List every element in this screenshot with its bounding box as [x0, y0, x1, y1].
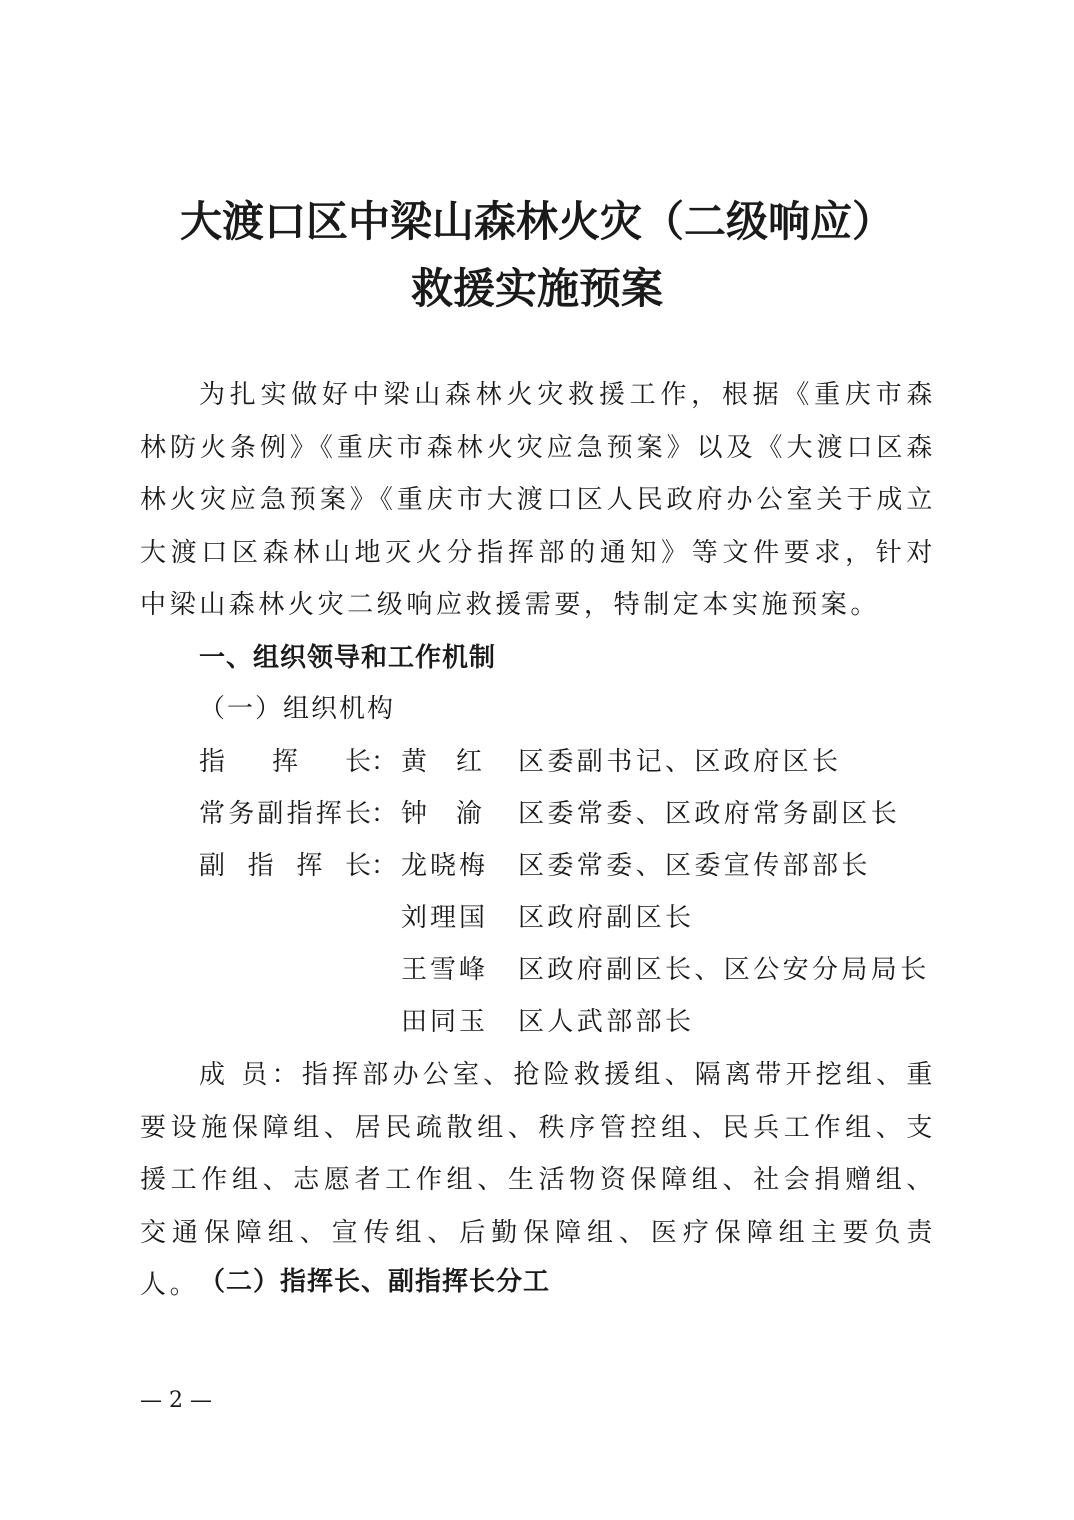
leader-position: 区委副书记、区政府区长 — [518, 747, 842, 777]
leader-name: 黄红 — [401, 747, 485, 777]
leader-name: 王雪峰 — [401, 955, 489, 985]
subsection-heading-organization: （一）组织机构 — [199, 694, 396, 724]
intro-paragraph: 为扎实做好中梁山森林火灾救援工作，根据《重庆市森林防火条例》《重庆市森林火灾应急预案》以及《大渡口区森林火灾应急预案》《重庆市大渡口区人民政府办公室关于成立大渡口区森林山地灭火分指挥部的通知》等文件要求，针对中梁山森林火灾二级响应救援需要，特制定本实施预案。 — [140, 380, 936, 620]
leader-name: 田同玉 — [401, 1007, 489, 1037]
leader-position: 区委常委、区政府常务副区长 — [518, 799, 901, 829]
members-paragraph: 成员：指挥部办公室、抢险救援组、隔离带开挖组、重要设施保障组、居民疏散组、秩序管控组、民兵工作组、支援工作组、志愿者工作组、生活物资保障组、社会捐赠组、交通保障组、宣传组、后勤保障组、医疗保障组主要负责人。 — [140, 1049, 936, 1312]
document-title-line-1: 大渡口区中梁山森林火灾（二级响应） — [179, 197, 894, 246]
leader-position: 区政府副区长、区公安分局局长 — [518, 955, 930, 985]
members-label: 成员 — [199, 1060, 271, 1090]
members-text: 指挥部办公室、抢险救援组、隔离带开挖组、重要设施保障组、居民疏散组、秩序管控组、民兵工作组、支援工作组、志愿者工作组、生活物资保障组、社会捐赠组、交通保障组、宣传组、后勤保障组、医疗保障组主要负责人。 — [140, 1060, 936, 1300]
leader-role: 副指挥长 — [199, 851, 371, 881]
subsection-heading-division: （二）指挥长、副指挥长分工 — [199, 1267, 551, 1297]
leader-position: 区政府副区长 — [518, 903, 695, 933]
leader-name: 刘理国 — [401, 903, 489, 933]
document-title-line-2: 救援实施预案 — [410, 264, 663, 313]
page-number: — 2 — — [140, 1388, 212, 1413]
section-heading: 一、组织领导和工作机制 — [199, 643, 497, 673]
leader-name: 龙晓梅 — [401, 851, 489, 881]
document-page: 大渡口区中梁山森林火灾（二级响应） 救援实施预案 为扎实做好中梁山森林火灾救援工作，根据《重庆市森林防火条例》《重庆市森林火灾应急预案》以及《大渡口区森林火灾应急预案》《重庆市大渡口区人民政府办公室关于成立大渡口区森林山地灭火分指挥部的通知》等文件要求，针对中梁山森林火灾二级响应救援需要，特制定本实施预案。 一、组织领导和工作机制 （一）组织机构 指挥长： 黄红 区委副书记、区政府区长 常务副指挥长： 钟渝 区委常委、区政府常务副区长 副指挥长： 龙晓梅 区委常委、区委宣传部部长 刘理国 区政府副区长 王雪峰 区政府副区长、区公安分局局长 田同玉 区人武部部长 成员：指挥部办公室、抢险救援组、隔离带开挖组、重要设施保障组、居民疏散组、秩序管控组、民兵工作组、支援工作组、志愿者工作组、生活物资保障组、社会捐赠组、交通保障组、宣传组、后勤保障组、医疗保障组主要负责人。 （二）指挥长、副指挥长分工 — 2 — — [0, 0, 1074, 1520]
leader-position: 区人武部部长 — [518, 1007, 695, 1037]
leader-role: 常务副指挥长 — [199, 799, 371, 829]
leader-role: 指挥长 — [199, 747, 371, 777]
leader-position: 区委常委、区委宣传部部长 — [518, 851, 871, 881]
leader-name: 钟渝 — [401, 799, 485, 829]
